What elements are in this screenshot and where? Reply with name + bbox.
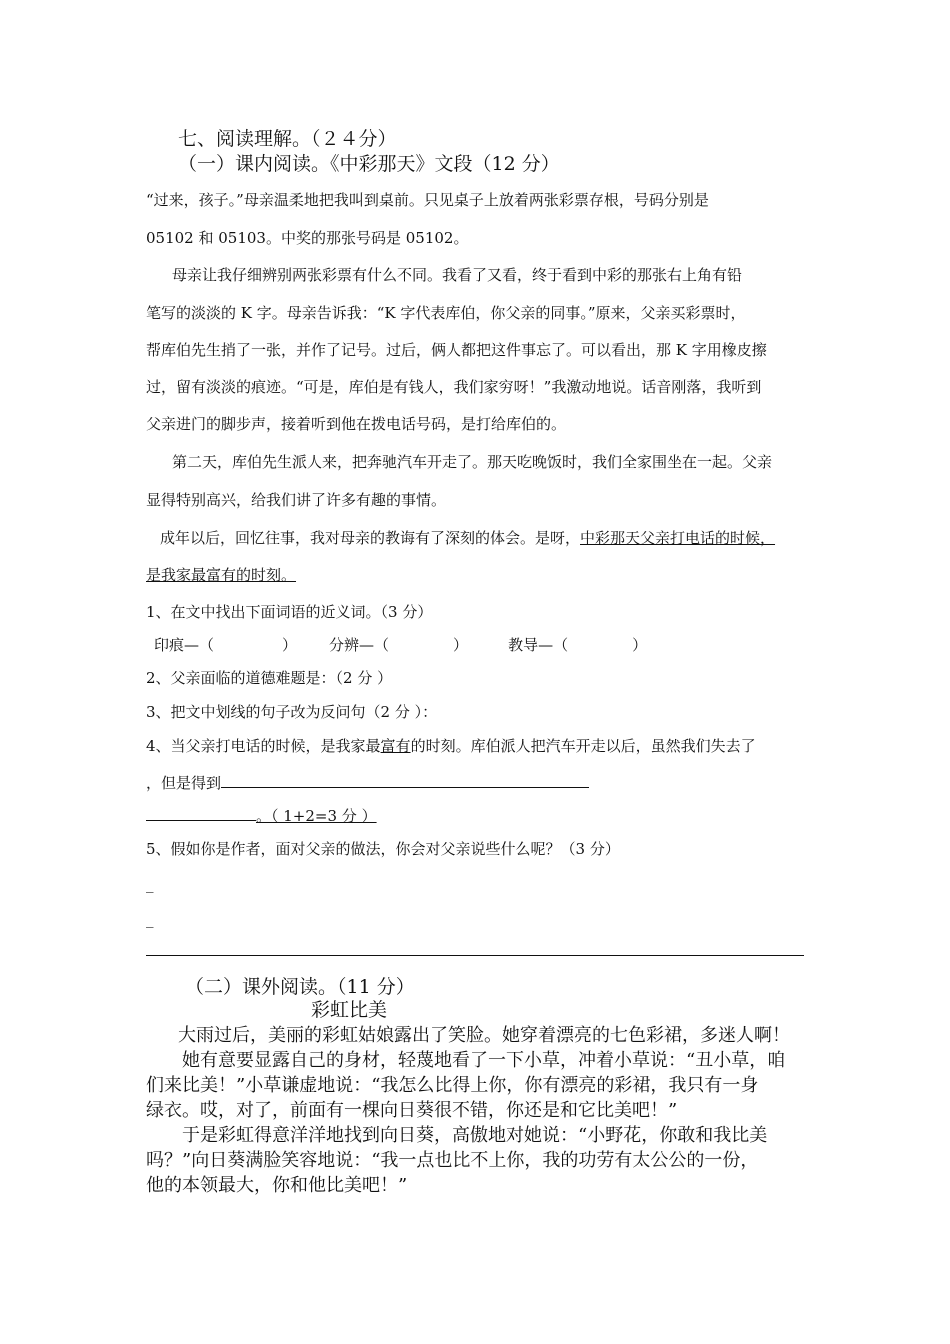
passage-line: 帮库伯先生捎了一张，并作了记号。过后，俩人都把这件事忘了。可以看出，那 K 字用橡皮擦 (146, 341, 767, 359)
passage-line: “过来，孩子。”母亲温柔地把我叫到桌前。只见桌子上放着两张彩票存根，号码分别是 (146, 191, 709, 209)
q4-text: 4、当父亲打电话的时候，是我家最 (146, 737, 381, 755)
question-4-line2 (146, 772, 589, 793)
story-line: 吗？”向日葵满脸笑容地说：“我一点也比不上你，我的功劳有太公公的一份， (146, 1150, 759, 1171)
story-line: 她有意要显露自己的身材，轻蔑地看了一下小草，冲着小草说：“丑小草，咱 (182, 1050, 786, 1071)
question-4 (146, 735, 756, 756)
q4-text: 的时刻。库伯派人把汽车开走以后，虽然我们失去了 (410, 737, 756, 755)
story-line: 大雨过后，美丽的彩虹姑娘露出了笑脸。她穿着漂亮的七色彩裙，多迷人啊！ (178, 1025, 790, 1046)
q1-item-label: ） (453, 636, 469, 654)
q4-text: ，但是得到 (146, 774, 222, 792)
story-line: 他的本领最大，你和他比美吧！” (146, 1175, 408, 1196)
passage-line: 笔写的淡淡的 K 字。母亲告诉我：“K 字代表库伯，你父亲的同事。”原来，父亲买彩票时， (146, 304, 746, 322)
passage-line: 第二天，库伯先生派人来，把奔驰汽车开走了。那天吃晚饭时，我们全家围坐在一起。父亲 (172, 453, 773, 471)
question-5: 5、假如你是作者，面对父亲的做法，你会对父亲说些什么呢？（3 分） (146, 840, 620, 858)
passage-line: 显得特别高兴，给我们讲了许多有趣的事情。 (146, 491, 447, 509)
q1-item-label: 教导—（ (508, 636, 569, 654)
q4-underlined-word: 富有 (380, 737, 411, 755)
passage-line: 过，留有淡淡的痕迹。“可是，库伯是有钱人，我们家穷呀！”我激动地说。话音刚落，我听到 (146, 378, 762, 396)
answer-blank[interactable] (221, 773, 589, 788)
story-line: 们来比美！”小草谦虚地说：“我怎么比得上你，你有漂亮的彩裙，我只有一身 (146, 1075, 759, 1096)
answer-dash: _ (146, 875, 154, 893)
q4-score: 。（ 1+2=3 分 ） (256, 807, 377, 825)
answer-dash: _ (146, 910, 154, 928)
question-1: 1、在文中找出下面词语的近义词。（3 分） (146, 603, 433, 621)
question-1-items (154, 634, 647, 655)
question-2: 2、父亲面临的道德难题是：（2 分 ） (146, 669, 393, 687)
question-4-line3 (146, 805, 377, 826)
answer-blank[interactable] (146, 806, 256, 821)
q1-item-label: 印痕—（ (154, 636, 215, 654)
passage-line: 父亲进门的脚步声，接着听到他在拨电话号码，是打给库伯的。 (146, 415, 567, 433)
passage-line: 母亲让我仔细辨别两张彩票有什么不同。我看了又看，终于看到中彩的那张右上角有铅 (172, 266, 743, 284)
story-line: 绿衣。哎，对了，前面有一棵向日葵很不错，你还是和它比美吧！” (146, 1100, 678, 1121)
part2-title: （二）课外阅读。（11 分） (185, 976, 415, 998)
part1-title: （一）课内阅读。《中彩那天》文段（12 分） (178, 153, 560, 175)
underlined-sentence: 中彩那天父亲打电话的时候， (580, 529, 776, 547)
section-title: 七、阅读理解。（２４分） (178, 128, 397, 150)
passage-line (160, 527, 775, 548)
q1-item-label: ） (632, 636, 648, 654)
q1-item-label: 分辨—（ (329, 636, 390, 654)
q1-item-label: ） (282, 636, 298, 654)
passage-text: 成年以后，回忆往事，我对母亲的教诲有了深刻的体会。是呀， (160, 529, 581, 547)
underlined-sentence: 是我家最富有的时刻。 (146, 566, 297, 584)
story-line: 于是彩虹得意洋洋地找到向日葵，高傲地对她说：“小野花，你敢和我比美 (182, 1125, 768, 1146)
passage-line: 05102 和 05103。中奖的那张号码是 05102。 (146, 229, 469, 247)
story-title: 彩虹比美 (311, 999, 388, 1021)
question-3: 3、把文中划线的句子改为反问句（2 分 ）： (146, 703, 438, 721)
answer-line[interactable] (146, 955, 804, 956)
